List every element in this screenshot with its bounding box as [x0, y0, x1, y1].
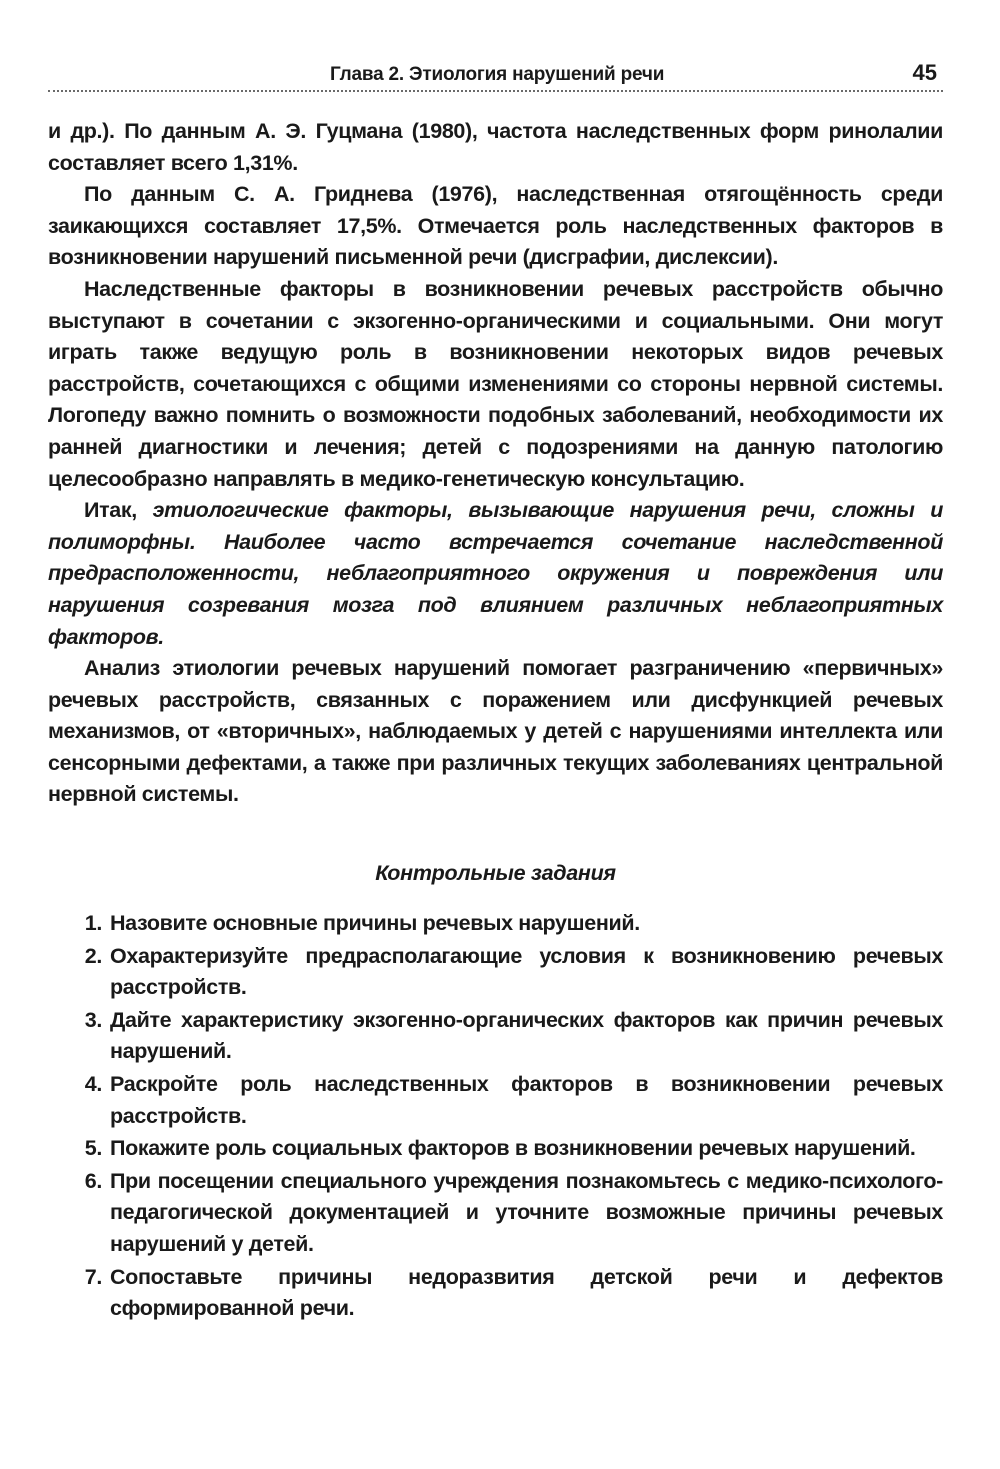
- list-item-number: 5.: [84, 1136, 102, 1161]
- list-item-text: Покажите роль социальных факторов в возникновении речевых нарушений.: [110, 1136, 916, 1161]
- list-item-number: 4.: [84, 1072, 102, 1097]
- main-text: [48, 116, 943, 811]
- list-item: [48, 908, 943, 940]
- paragraph-conclusion: [48, 495, 943, 653]
- list-item-number: 6.: [84, 1168, 102, 1193]
- list-item-text: Охарактеризуйте предрасполагающие условия к возникновению речевых расстройств.: [110, 943, 943, 1000]
- book-page: [48, 58, 943, 1326]
- list-item-number: 2.: [84, 943, 102, 968]
- page-number: 45: [912, 60, 937, 85]
- section-title: Контрольные задания: [375, 861, 616, 886]
- list-item-number: 3.: [84, 1007, 102, 1032]
- list-item: [48, 1166, 943, 1261]
- list-item-text: Раскройте роль наследственных факторов в возникновении речевых расстройств.: [110, 1072, 943, 1128]
- list-item: [48, 941, 943, 1004]
- paragraph-analysis: Анализ этиологии речевых нарушений помогает разграничению «первичных» речевых расстройств, связанных с поражением или дисфункцией речевых механизмов, от «вторичных», наблюдаемых у детей с нарушениями интеллекта или сенсорными дефектами, а также при различных текущих заболеваниях центральной нервной системы.: [48, 656, 943, 807]
- list-item-text: При посещении специального учреждения познакомьтесь с медико-психолого-педагогической документацией и уточните возможные причины речевых нарушений у детей.: [110, 1168, 943, 1256]
- list-item: [48, 1262, 943, 1325]
- list-item-number: 7.: [84, 1264, 102, 1289]
- conclusion-emphasis: этиологические факторы, вызывающие нарушения речи, сложны и полиморфны. Наиболее часто встречается сочетание наследственной предрасположенности, неблагоприятного окружения и повреждения или нарушения созревания мозга под влиянием различных неблагоприятных факторов.: [48, 498, 943, 649]
- list-item: [48, 1005, 943, 1068]
- list-item: [48, 1133, 943, 1165]
- list-item-text: Дайте характеристику экзогенно-органических факторов как причин речевых нарушений.: [110, 1007, 943, 1064]
- running-header: [48, 58, 943, 92]
- paragraph-continued: и др.). По данным А. Э. Гуцмана (1980), частота наследственных форм ринолалии составляет всего 1,31%.: [48, 119, 943, 175]
- list-item-text: Сопоставьте причины недоразвития детской речи и дефектов сформированной речи.: [110, 1264, 943, 1321]
- conclusion-lead: Итак,: [84, 498, 153, 523]
- list-item: [48, 1069, 943, 1132]
- paragraph-hereditary-factors: Наследственные факторы в возникновении речевых расстройств обычно выступают в сочетании с экзогенно-органическими и социальными. Они могут играть также ведущую роль в возникновении некоторых видов речевых расстройств, сочетающихся с общими изменениями со стороны нервной системы. Логопеду важно помнить о возможности подобных заболеваний, необходимости их ранней диагностики и лечения; детей с подозрениями на данную патологию целесообразно направлять в медико-генетическую консультацию.: [48, 276, 943, 491]
- paragraph-hereditary-stuttering: По данным С. А. Гриднева (1976), наследственная отягощённость среди заикающихся составляет 17,5%. Отмечается роль наследственных факторов в возникновении нарушений письменной речи (дисграфии, дислексии).: [48, 182, 943, 270]
- chapter-running-title: Глава 2. Этиология нарушений речи: [330, 64, 665, 85]
- list-item-text: Назовите основные причины речевых нарушений.: [110, 911, 640, 936]
- control-tasks-list: [48, 908, 943, 1325]
- list-item-number: 1.: [84, 911, 102, 936]
